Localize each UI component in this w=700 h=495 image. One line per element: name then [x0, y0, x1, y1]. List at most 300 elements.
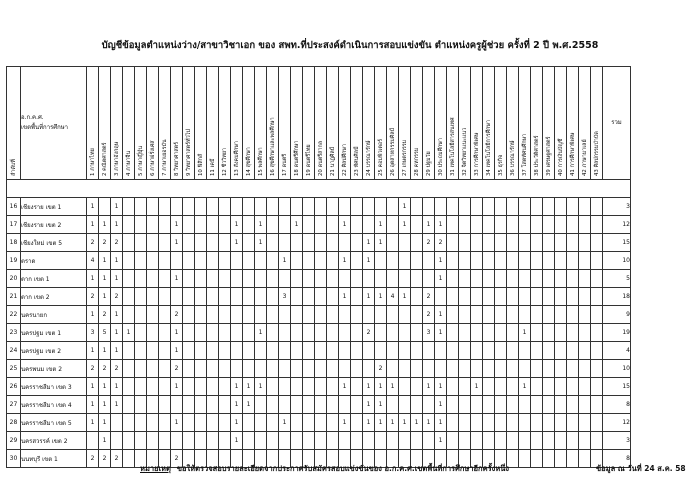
count-cell	[351, 234, 363, 252]
row-number: 23	[7, 324, 21, 342]
count-cell	[519, 396, 531, 414]
count-cell	[219, 252, 231, 270]
count-cell	[303, 252, 315, 270]
count-cell	[591, 234, 603, 252]
count-cell: 1	[255, 216, 267, 234]
count-cell	[567, 342, 579, 360]
count-cell	[519, 270, 531, 288]
count-cell	[471, 252, 483, 270]
count-cell	[507, 234, 519, 252]
table-row	[7, 234, 631, 252]
count-cell	[303, 234, 315, 252]
count-cell	[183, 216, 195, 234]
count-cell	[183, 234, 195, 252]
count-cell: 2	[171, 306, 183, 324]
count-cell	[495, 360, 507, 378]
subject-header: 1 ภาษาไทย	[87, 67, 99, 180]
count-cell	[183, 378, 195, 396]
count-cell	[591, 414, 603, 432]
subject-header: 39 เศรษฐศาสตร์	[543, 67, 555, 180]
count-cell	[555, 324, 567, 342]
count-cell	[159, 432, 171, 450]
count-cell	[411, 234, 423, 252]
count-cell: 2	[423, 234, 435, 252]
count-cell	[567, 450, 579, 468]
count-cell	[387, 198, 399, 216]
count-cell	[279, 396, 291, 414]
subject-header: 34 เทคโนโลยีการศึกษา	[483, 67, 495, 180]
count-cell: 1	[339, 414, 351, 432]
count-cell: 1	[375, 216, 387, 234]
count-cell: 1	[243, 396, 255, 414]
count-cell	[243, 324, 255, 342]
subject-header: 25 คอมพิวเตอร์	[375, 67, 387, 180]
subject-header: 37 โสตทัศนศึกษา	[519, 67, 531, 180]
count-cell	[183, 396, 195, 414]
count-cell	[399, 252, 411, 270]
count-cell	[531, 360, 543, 378]
subject-header: 41 การศึกษาพิเศษ	[567, 67, 579, 180]
row-number: 28	[7, 414, 21, 432]
count-cell	[99, 198, 111, 216]
count-cell	[411, 288, 423, 306]
subject-header: 19 ดนตรีไทย	[303, 67, 315, 180]
count-cell	[87, 432, 99, 450]
count-cell: 1	[111, 306, 123, 324]
count-cell	[543, 360, 555, 378]
count-cell	[483, 360, 495, 378]
count-cell	[387, 342, 399, 360]
count-cell	[495, 216, 507, 234]
subject-header: 26 อุตสาหกรรมศิลป์	[387, 67, 399, 180]
subject-header: 38 ประวัติศาสตร์	[531, 67, 543, 180]
count-cell	[483, 324, 495, 342]
count-cell	[183, 414, 195, 432]
count-cell	[231, 360, 243, 378]
count-cell	[159, 342, 171, 360]
count-cell	[387, 270, 399, 288]
area-name: เชียงราย เขต 2	[21, 216, 87, 234]
count-cell	[555, 360, 567, 378]
count-cell	[507, 378, 519, 396]
count-cell	[207, 396, 219, 414]
subject-header: 3 ภาษาอังกฤษ	[111, 67, 123, 180]
count-cell	[471, 234, 483, 252]
count-cell	[495, 342, 507, 360]
count-cell	[579, 432, 591, 450]
count-cell: 1	[363, 288, 375, 306]
count-cell	[171, 432, 183, 450]
count-cell	[447, 306, 459, 324]
count-cell	[567, 324, 579, 342]
count-cell	[159, 324, 171, 342]
count-cell: 3	[423, 324, 435, 342]
count-cell	[243, 252, 255, 270]
area-name: นครนายก	[21, 306, 87, 324]
count-cell	[591, 216, 603, 234]
count-cell	[507, 432, 519, 450]
count-cell: 1	[435, 378, 447, 396]
count-cell	[243, 432, 255, 450]
count-cell	[159, 378, 171, 396]
count-cell: 1	[423, 414, 435, 432]
count-cell	[195, 198, 207, 216]
count-cell	[195, 252, 207, 270]
count-cell: 1	[171, 270, 183, 288]
count-cell: 1	[339, 252, 351, 270]
count-cell	[507, 216, 519, 234]
count-cell	[327, 252, 339, 270]
area-name: ตาก เขต 1	[21, 270, 87, 288]
count-cell	[159, 306, 171, 324]
count-cell	[339, 324, 351, 342]
count-cell	[171, 252, 183, 270]
row-number: 30	[7, 450, 21, 468]
count-cell	[555, 252, 567, 270]
count-cell	[267, 324, 279, 342]
count-cell: 1	[279, 414, 291, 432]
count-cell	[135, 252, 147, 270]
count-cell	[219, 270, 231, 288]
count-cell	[231, 342, 243, 360]
count-cell	[495, 306, 507, 324]
count-cell	[195, 270, 207, 288]
area-name: เชียงใหม่ เขต 5	[21, 234, 87, 252]
row-total: 19	[603, 324, 631, 342]
count-cell	[447, 270, 459, 288]
count-cell: 1	[111, 198, 123, 216]
row-total: 8	[603, 450, 631, 468]
count-cell	[399, 396, 411, 414]
count-cell	[231, 252, 243, 270]
count-cell: 2	[435, 234, 447, 252]
count-cell: 1	[231, 414, 243, 432]
count-cell	[579, 342, 591, 360]
count-cell	[591, 396, 603, 414]
count-cell	[399, 270, 411, 288]
count-cell	[423, 432, 435, 450]
table-row	[7, 198, 631, 216]
count-cell	[351, 306, 363, 324]
count-cell	[543, 216, 555, 234]
count-cell	[327, 306, 339, 324]
count-cell: 1	[99, 414, 111, 432]
count-cell	[183, 270, 195, 288]
count-cell	[375, 432, 387, 450]
count-cell	[591, 432, 603, 450]
count-cell	[387, 324, 399, 342]
count-cell: 2	[99, 450, 111, 468]
count-cell	[135, 306, 147, 324]
count-cell: 1	[399, 198, 411, 216]
count-cell: 1	[435, 252, 447, 270]
count-cell	[279, 342, 291, 360]
count-cell	[411, 432, 423, 450]
row-total: 12	[603, 216, 631, 234]
count-cell	[519, 432, 531, 450]
count-cell	[399, 378, 411, 396]
count-cell	[591, 270, 603, 288]
count-cell	[519, 360, 531, 378]
count-cell	[567, 306, 579, 324]
count-cell	[519, 234, 531, 252]
count-cell: 5	[99, 324, 111, 342]
count-cell	[183, 360, 195, 378]
count-cell: 1	[231, 396, 243, 414]
count-cell	[303, 414, 315, 432]
subject-header: 13 สังคมศึกษา	[231, 67, 243, 180]
count-cell: 1	[399, 288, 411, 306]
count-cell	[555, 396, 567, 414]
count-cell: 1	[123, 324, 135, 342]
count-cell: 2	[423, 288, 435, 306]
footnote-text: ขอให้ตรวจสอบรายละเอียดจากประกาศรับสมัครสอบแข่งขันของ อ.ก.ค.ศ.เขตพื้นที่การศึกษาอีกครั้งหนึ่ง	[176, 464, 510, 473]
count-cell	[231, 288, 243, 306]
count-cell	[159, 414, 171, 432]
count-cell	[375, 270, 387, 288]
count-cell	[471, 432, 483, 450]
count-cell	[327, 288, 339, 306]
row-number: 25	[7, 360, 21, 378]
area-header-line2: เขตพื้นที่การศึกษา	[21, 124, 69, 131]
count-cell	[507, 270, 519, 288]
area-name: นครราชสีมา เขต 5	[21, 414, 87, 432]
count-cell	[351, 216, 363, 234]
count-cell	[207, 216, 219, 234]
subject-header: 18 ดนตรีศึกษา	[291, 67, 303, 180]
count-cell	[279, 270, 291, 288]
count-cell	[399, 432, 411, 450]
count-cell	[255, 198, 267, 216]
count-cell	[279, 432, 291, 450]
count-cell	[195, 306, 207, 324]
count-cell: 1	[231, 378, 243, 396]
count-cell: 1	[111, 342, 123, 360]
count-cell	[339, 396, 351, 414]
count-cell	[291, 378, 303, 396]
count-cell	[543, 396, 555, 414]
count-cell	[267, 360, 279, 378]
count-cell	[315, 288, 327, 306]
count-cell	[555, 234, 567, 252]
count-cell	[591, 198, 603, 216]
count-cell: 1	[231, 432, 243, 450]
count-cell	[531, 324, 543, 342]
count-cell	[567, 234, 579, 252]
count-cell	[327, 378, 339, 396]
count-cell: 2	[87, 288, 99, 306]
row-number: 20	[7, 270, 21, 288]
count-cell	[243, 234, 255, 252]
count-cell	[147, 360, 159, 378]
count-cell	[159, 270, 171, 288]
count-cell	[315, 396, 327, 414]
count-cell	[363, 198, 375, 216]
count-cell	[183, 252, 195, 270]
count-cell	[279, 234, 291, 252]
count-cell: 2	[171, 450, 183, 468]
count-cell: 1	[423, 216, 435, 234]
count-cell	[351, 198, 363, 216]
count-cell: 1	[99, 396, 111, 414]
count-cell	[483, 378, 495, 396]
count-cell	[531, 252, 543, 270]
count-cell	[279, 378, 291, 396]
count-cell: 1	[255, 378, 267, 396]
count-cell: 2	[99, 306, 111, 324]
count-cell	[375, 198, 387, 216]
count-cell	[339, 432, 351, 450]
subject-header: 40 การเงินบัญชี	[555, 67, 567, 180]
count-cell	[555, 288, 567, 306]
count-cell	[555, 270, 567, 288]
count-cell	[591, 324, 603, 342]
count-cell: 1	[111, 270, 123, 288]
subject-header: 10 ฟิสิกส์	[195, 67, 207, 180]
count-cell	[255, 360, 267, 378]
count-cell	[159, 288, 171, 306]
count-cell	[579, 450, 591, 468]
count-cell	[123, 360, 135, 378]
count-cell	[315, 378, 327, 396]
count-cell	[267, 432, 279, 450]
count-cell	[315, 198, 327, 216]
count-cell: 1	[519, 378, 531, 396]
count-cell	[411, 342, 423, 360]
count-cell: 1	[87, 378, 99, 396]
count-cell	[351, 342, 363, 360]
count-cell	[411, 360, 423, 378]
table-row	[7, 306, 631, 324]
count-cell	[459, 360, 471, 378]
count-cell	[207, 288, 219, 306]
count-cell: 1	[87, 216, 99, 234]
count-cell	[219, 306, 231, 324]
count-cell	[315, 306, 327, 324]
row-total: 8	[603, 396, 631, 414]
count-cell	[531, 396, 543, 414]
count-cell: 1	[171, 324, 183, 342]
count-cell	[255, 288, 267, 306]
count-cell: 1	[399, 414, 411, 432]
count-cell	[399, 234, 411, 252]
table-row	[7, 270, 631, 288]
count-cell	[363, 360, 375, 378]
count-cell: 2	[99, 360, 111, 378]
count-cell	[471, 288, 483, 306]
count-cell	[447, 234, 459, 252]
count-cell: 1	[171, 216, 183, 234]
count-cell	[507, 324, 519, 342]
count-cell	[231, 324, 243, 342]
count-cell	[291, 414, 303, 432]
count-cell	[411, 270, 423, 288]
count-cell	[135, 396, 147, 414]
count-cell	[483, 270, 495, 288]
count-cell	[531, 432, 543, 450]
count-cell	[147, 270, 159, 288]
count-cell	[459, 396, 471, 414]
count-cell	[123, 216, 135, 234]
count-cell	[255, 396, 267, 414]
count-cell	[351, 270, 363, 288]
count-cell	[363, 342, 375, 360]
count-cell	[243, 414, 255, 432]
count-cell	[327, 414, 339, 432]
count-cell	[315, 270, 327, 288]
count-cell	[471, 270, 483, 288]
count-cell	[507, 360, 519, 378]
count-cell	[531, 198, 543, 216]
area-name: นครพนม เขต 2	[21, 360, 87, 378]
count-cell: 1	[435, 270, 447, 288]
count-cell	[267, 288, 279, 306]
count-cell	[459, 288, 471, 306]
count-cell: 1	[375, 378, 387, 396]
count-cell	[231, 198, 243, 216]
subject-header: 30 ประถมศึกษา	[435, 67, 447, 180]
count-cell	[459, 252, 471, 270]
count-cell	[123, 198, 135, 216]
subject-header: 4 ภาษาจีน	[123, 67, 135, 180]
count-cell	[507, 198, 519, 216]
count-cell	[567, 288, 579, 306]
count-cell: 1	[435, 432, 447, 450]
count-cell	[231, 306, 243, 324]
count-cell: 2	[375, 360, 387, 378]
count-cell: 3	[279, 288, 291, 306]
count-cell	[315, 432, 327, 450]
count-cell	[591, 288, 603, 306]
count-cell: 1	[375, 414, 387, 432]
count-cell	[543, 432, 555, 450]
count-cell	[411, 252, 423, 270]
count-cell	[219, 216, 231, 234]
count-cell	[519, 252, 531, 270]
count-cell	[207, 360, 219, 378]
count-cell	[375, 342, 387, 360]
subject-header: 15 พลศึกษา	[255, 67, 267, 180]
count-cell	[195, 288, 207, 306]
count-cell	[555, 198, 567, 216]
count-cell	[531, 342, 543, 360]
count-cell	[267, 234, 279, 252]
count-cell	[543, 198, 555, 216]
count-cell: 1	[87, 342, 99, 360]
count-cell	[267, 414, 279, 432]
table-row	[7, 252, 631, 270]
count-cell	[219, 342, 231, 360]
count-cell	[471, 324, 483, 342]
count-cell: 1	[87, 396, 99, 414]
count-cell	[327, 324, 339, 342]
count-cell	[207, 306, 219, 324]
count-cell	[579, 198, 591, 216]
count-cell	[147, 216, 159, 234]
data-date: ข้อมูล ณ วันที่ 24 ส.ค. 58	[596, 464, 686, 473]
count-cell	[555, 378, 567, 396]
row-number: 17	[7, 216, 21, 234]
count-cell	[195, 234, 207, 252]
subject-header: 36 บรรณารักษ์	[507, 67, 519, 180]
count-cell	[423, 396, 435, 414]
subject-header: 33 การศึกษาพิเศษ	[471, 67, 483, 180]
count-cell	[543, 414, 555, 432]
count-cell	[351, 324, 363, 342]
count-cell	[459, 306, 471, 324]
count-cell: 1	[339, 288, 351, 306]
count-cell	[303, 324, 315, 342]
